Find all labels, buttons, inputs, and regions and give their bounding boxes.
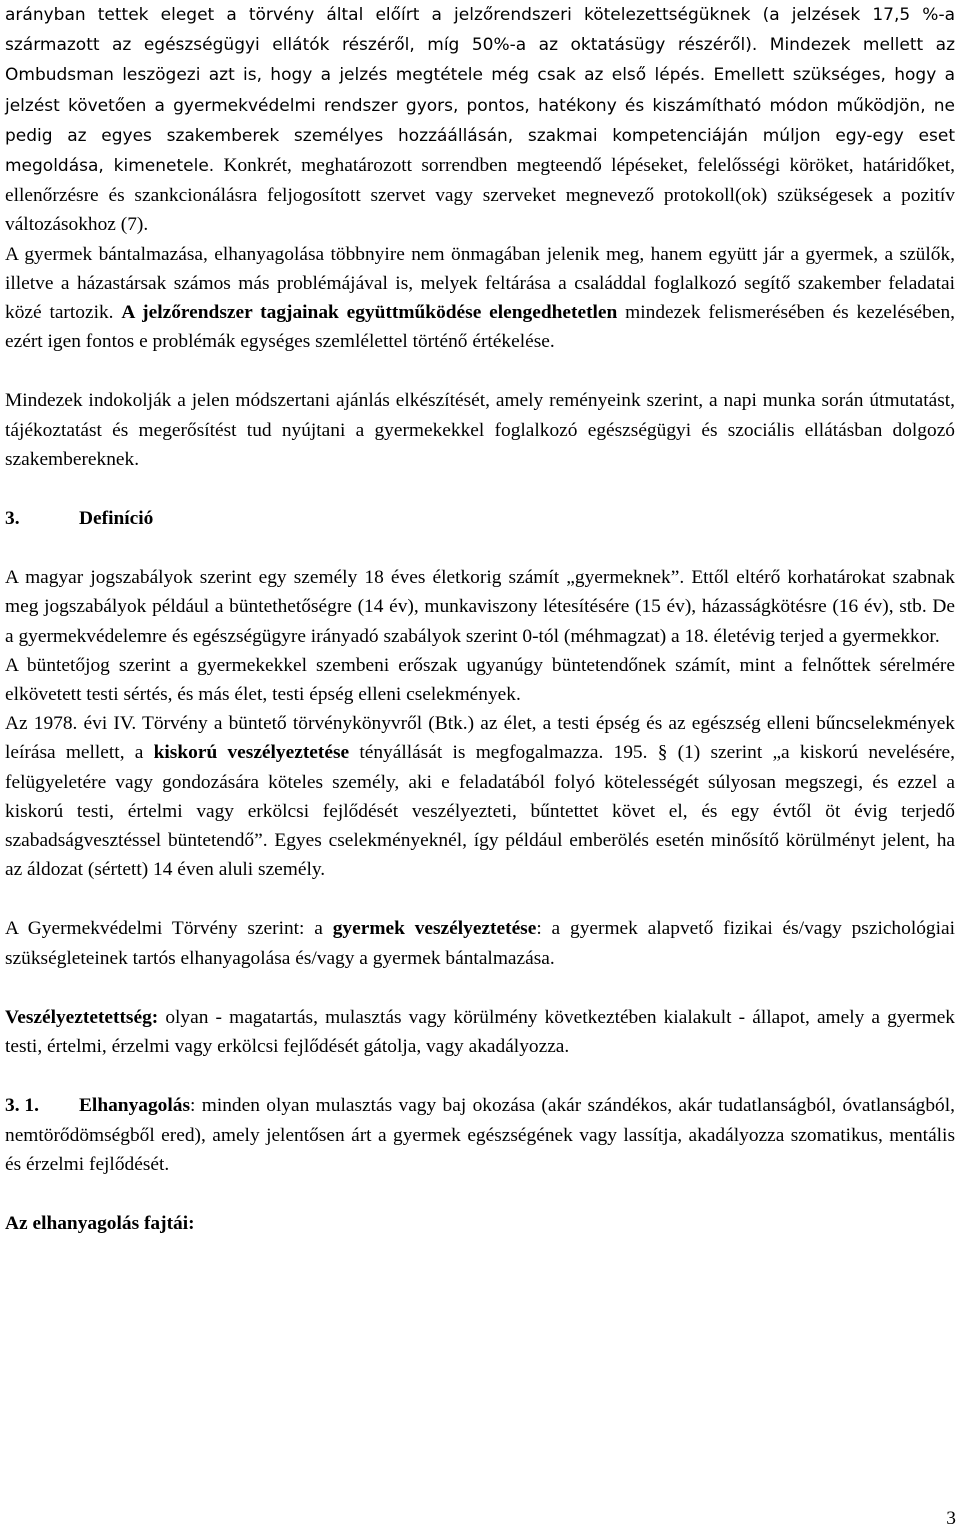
paragraph-purpose [5,386,955,474]
term-label: Elhanyagolás [79,1095,190,1117]
paragraph-text: A magyar jogszabályok szerint egy személy 18 éves életkorig számít „gyermeknek”. Ettől eltérő korhatárokat szabnak meg jogszabályok például a büntethetőségre (14 év), munkaviszony létesítésére (15 év), házasságkötésre (16 év), stb. De a gyermekvédelemre és egészségügyre irányadó szabályok szerint 0-tól (méhmagzat) a 18. életévig terjed a gyermekkor. [5,567,955,647]
page-number: 3 [946,1507,956,1529]
paragraph-criminal-law [5,651,955,709]
paragraph-text: Az 1978. évi IV. Törvény a büntető törvénykönyvről (Btk.) az élet, a testi épség és az egészség elleni bűncselekmények leírása mellett, a [5,713,955,764]
document-page [5,0,955,1238]
paragraph-text: A Gyermekvédelmi Törvény szerint: a [5,918,333,940]
subheading-neglect-types [5,1209,955,1238]
section-title: Definíció [79,508,154,530]
paragraph-endangerment [5,1003,955,1061]
paragraph-btk [5,709,955,884]
paragraph-signal-system [5,0,955,240]
paragraph-neglect [5,1091,955,1179]
paragraph-child-protection-act [5,914,955,972]
emphasis-text: kiskorú veszélyeztetése [153,742,350,764]
section-heading-definition [5,504,955,533]
emphasis-text: gyermek veszélyeztetése [332,918,537,940]
paragraph-text: : minden olyan mulasztás vagy baj okozása (akár szándékos, akár tudatlanságból, óvatlanságból, nemtörődömségből ered), amely jelentősen árt a gyermek egészségének vagy lassítja, akadályozza szomatikus, mentális és érzelmi fejlődését. [5,1095,955,1175]
paragraph-text: Konkrét, meghatározott sorrendben megteendő lépéseket, felelősségi köröket, határidőket, ellenőrzésre és szankcionálásra feljogosított szervet vagy szerveket megnevező protokoll(ok) szükségesek a pozitív változásokhoz (7). [5,155,955,236]
paragraph-text: Mindezek indokolják a jelen módszertani ajánlás elkészítését, amely reményeink szerint, a napi munka során útmutatást, tájékoztatást és megerősítést tud nyújtani a gyermekekkel foglalkozó egészségügyi és szociális ellátásban dolgozó szakembereknek. [5,390,955,470]
emphasis-text: A jelzőrendszer tagjainak együttműködése elengedhetetlen [121,302,618,324]
paragraph-age-definition [5,563,955,651]
term-label: Veszélyeztetettség: [5,1006,159,1028]
section-number: 3. [5,508,20,530]
paragraph-text: olyan - magatartás, mulasztás vagy körülmény következtében kialakult - állapot, amely a gyermek testi, értelmi, érzelmi vagy erkölcsi fejlődését gátolja, vagy akadályozza. [5,1006,955,1058]
paragraph-text: A büntetőjog szerint a gyermekekkel szembeni erőszak ugyanúgy büntetendőnek számít, mint a felnőttek sérelmére elkövetett testi sértés, és más élet, testi épség elleni cselekmények. [5,654,955,706]
subsection-number: 3. 1. [5,1095,39,1117]
paragraph-abuse-neglect [5,240,955,357]
paragraph-text: : a gyermek alapvető fizikai és/vagy pszichológiai szükségleteinek tartós elhanyagolása és/vagy a gyermek bántalmazása. [5,918,955,969]
paragraph-text: tényállását is megfogalmazza. 195. § (1) szerint „a kiskorú nevelésére, felügyeletére vagy gondozására köteles személy, aki e feladatából folyó kötelességét súlyosan megszegi, és ezzel a kiskorú testi, értelmi vagy erkölcsi fejlődését veszélyezteti, bűntettet követ el, és egy évtől öt évig terjedő szabadságvesztéssel büntetendő”. Egyes cselekményeknél, így például emberölés esetén minősítő körülményt jelent, ha az áldozat (sértett) 14 éven aluli személy. [5,742,955,881]
paragraph-text: mindezek felismerésében és kezelésében, ezért igen fontos e problémák egységes szemlélettel történő értékelése. [5,302,955,353]
subheading-text: Az elhanyagolás fajtái: [5,1212,195,1234]
paragraph-text: Emellett szükséges, hogy a jelzést követően a gyermekvédelmi rendszer gyors, pontos, hatékony és kiszámítható módon működjön, ne pedig az egyes szakemberek személyes hozzáállásán, szakmai kompetenciáján múljon egy-egy eset megoldása, kimenetele. [5,65,955,177]
paragraph-text: arányban tettek eleget a törvény által előírt a jelzőrendszeri kötelezettségüknek (a jelzések 17,5 %-a származott az egészségügyi ellátók részéről, míg 50%-a az oktatásügy részéről). Mindezek mellett az Ombudsman leszögezi azt is, hogy a jelzés megtétele még csak az első lépés. [5,5,955,86]
paragraph-text: A gyermek bántalmazása, elhanyagolása többnyire nem önmagában jelenik meg, hanem együtt jár a gyermek, a szülők, illetve a házastársak számos más problémájával is, melyek feltárása a családdal foglalkozó segítő szakember feladatai közé tartozik. [5,243,955,324]
